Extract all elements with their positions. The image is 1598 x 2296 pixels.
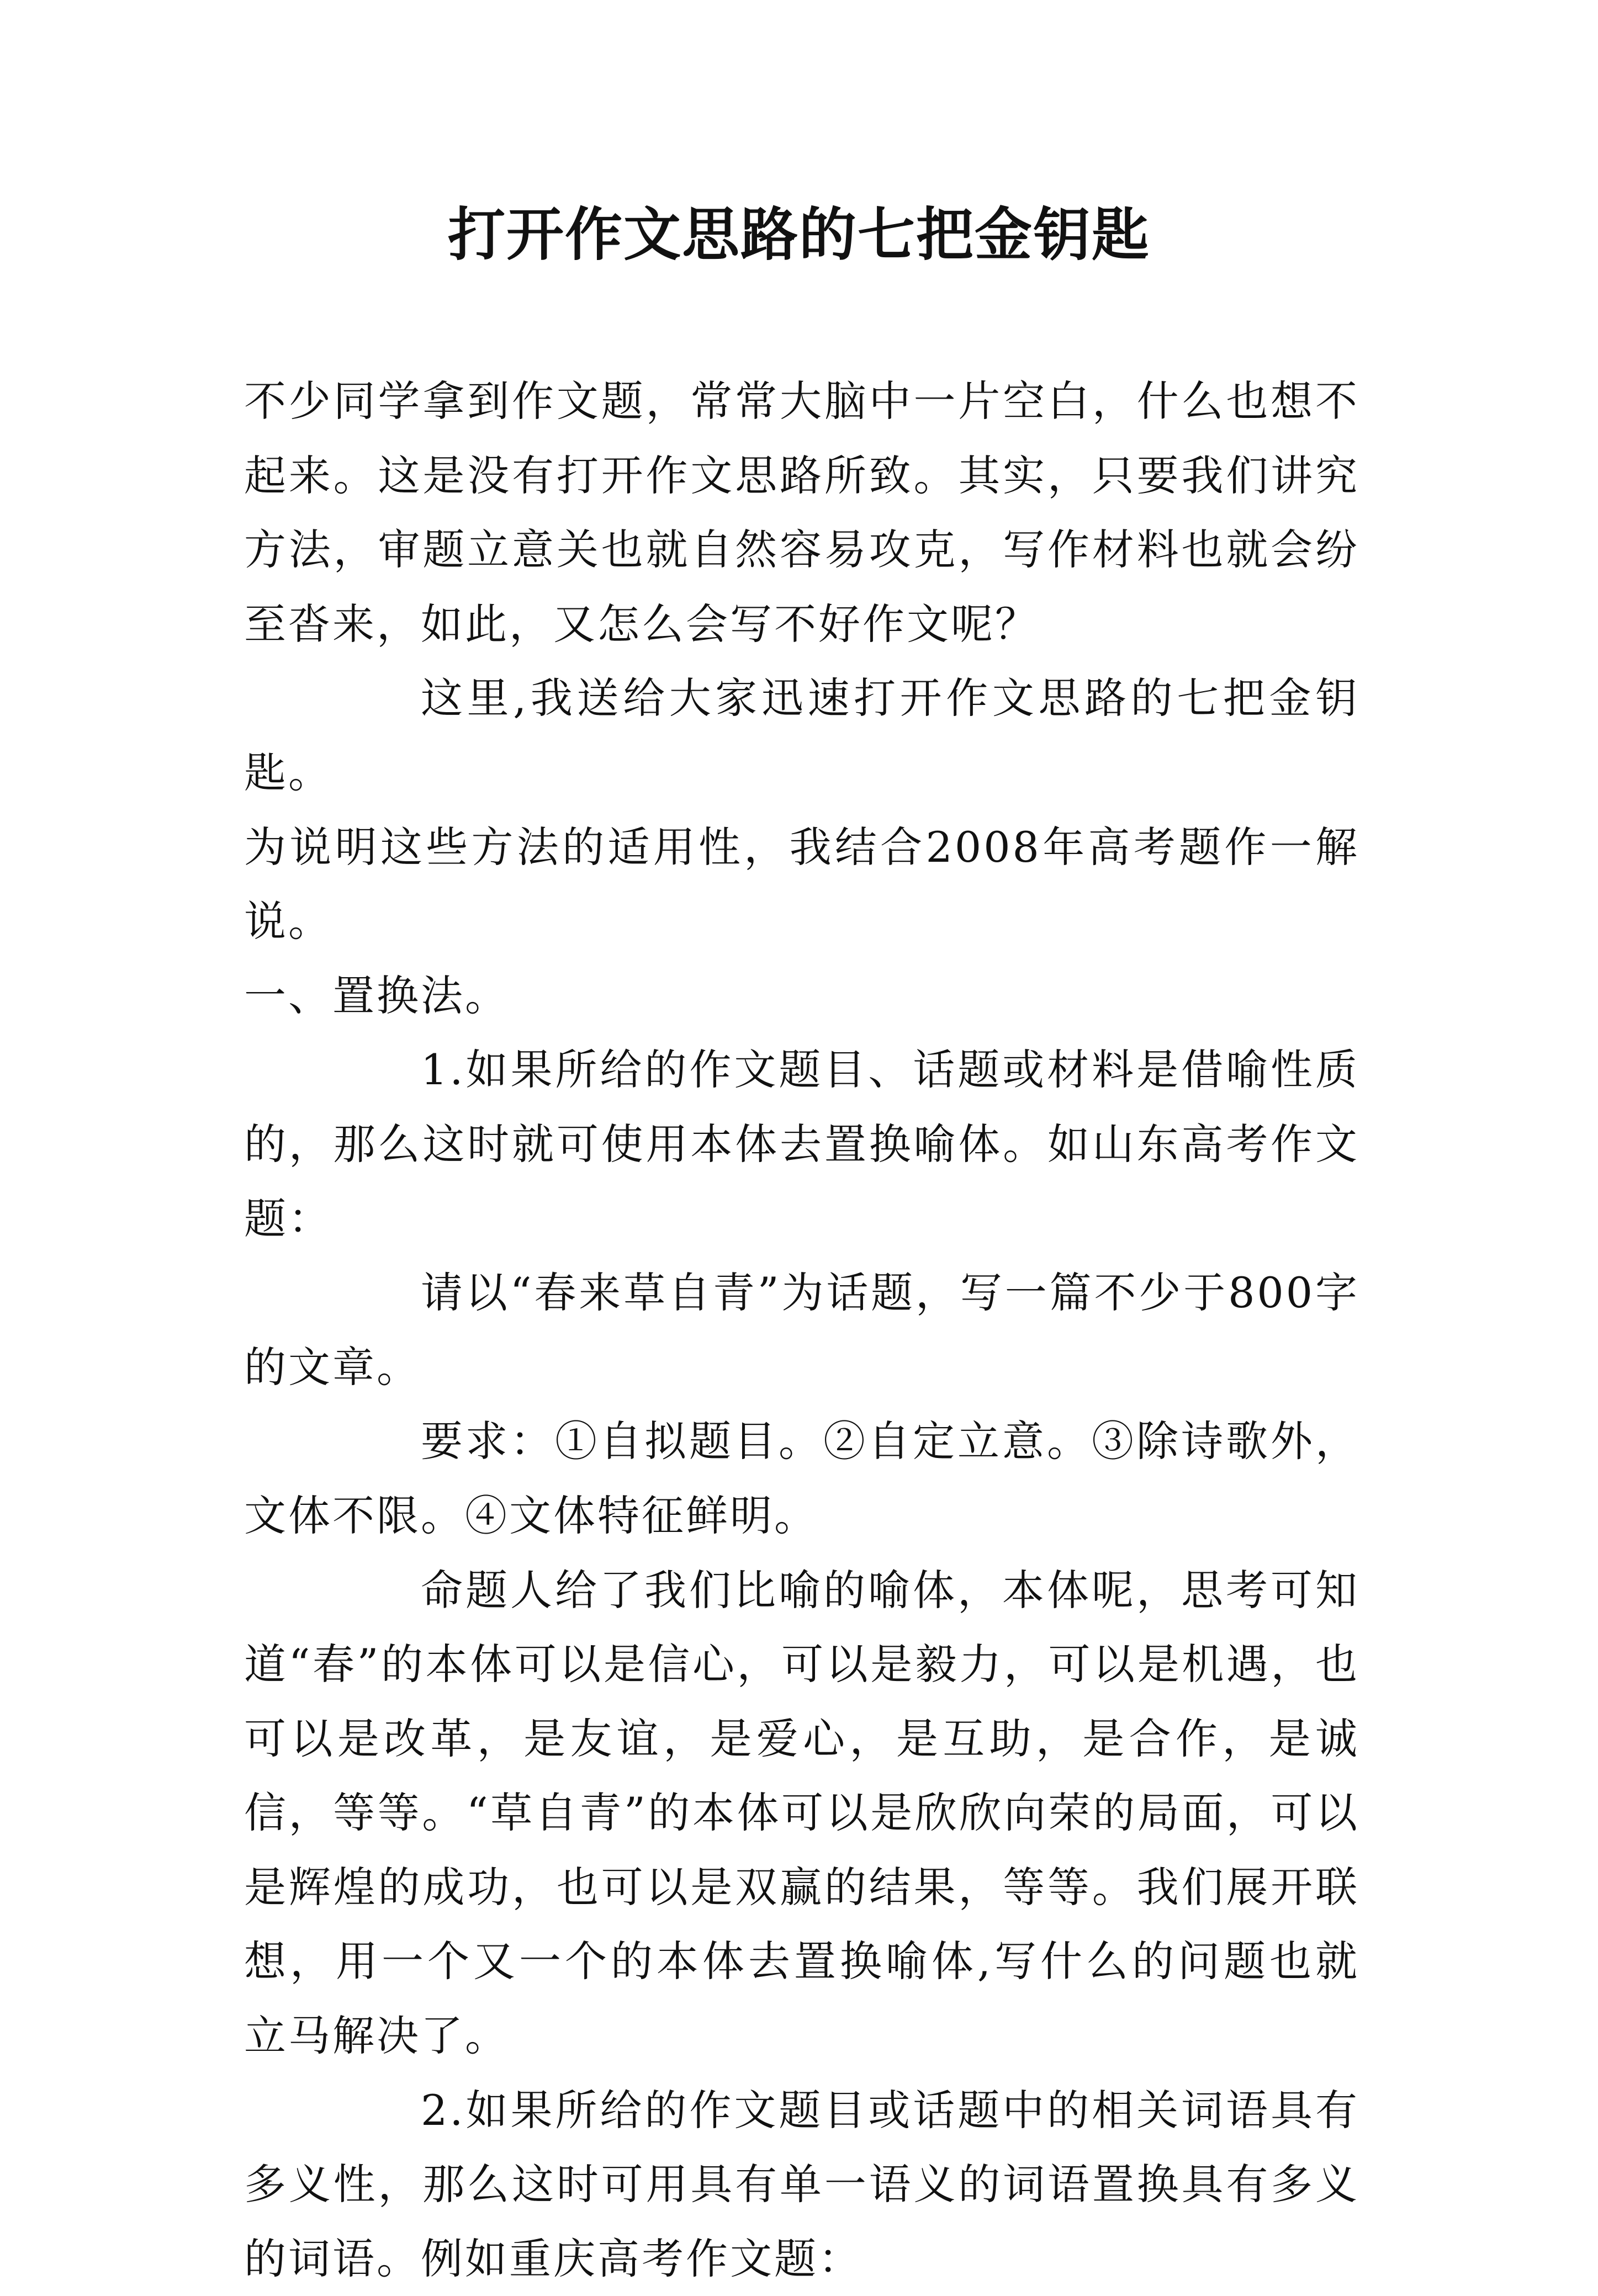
paragraph: 一、置换法。 (244, 971, 509, 1020)
paragraph: 请以“春来草自青”为话题，写一篇不少于800字的文章。 (244, 1268, 1359, 1392)
paragraph: 1.如果所给的作文题目、话题或材料是借喻性质的，那么这时就可使用本体去置换喻体。如山东高考作文题： (244, 1045, 1359, 1243)
paragraph: 命题人给了我们比喻的喻体，本体呢，思考可知道“春”的本体可以是信心，可以是毅力，可以是机遇，也可以是改革，是友谊，是爱心，是互助，是合作，是诚信，等等。“草自青”的本体可以是欣欣向荣的局面，可以是辉煌的成功，也可以是双赢的结果，等等。我们展开联想，用一个又一个的本体去置换喻体,写什么的问题也就立马解决了。 (244, 1565, 1359, 2061)
paragraph: 为说明这些方法的适用性，我结合2008年高考题作一解说。 (244, 822, 1359, 946)
paragraph: 2.如果所给的作文题目或话题中的相关词语具有多义性，那么这时可用具有单一语义的词语置换具有多义的词语。例如重庆高考作文题： (244, 2085, 1359, 2283)
paragraph: 这里,我送给大家迅速打开作文思路的七把金钥匙。 (244, 674, 1359, 797)
paragraph: 不少同学拿到作文题，常常大脑中一片空白，什么也想不起来。这是没有打开作文思路所致。其实，只要我们讲究方法，审题立意关也就自然容易攻克，写作材料也就会纷至沓来，如此，又怎么会写不好作文呢？ (244, 377, 1359, 649)
paragraph: 要求：①自拟题目。②自定立意。③除诗歌外，文体不限。④文体特征鲜明。 (244, 1417, 1359, 1540)
document-body (244, 364, 1359, 2296)
document-title: 打开作文思路的七把金钥匙 (447, 200, 1150, 268)
